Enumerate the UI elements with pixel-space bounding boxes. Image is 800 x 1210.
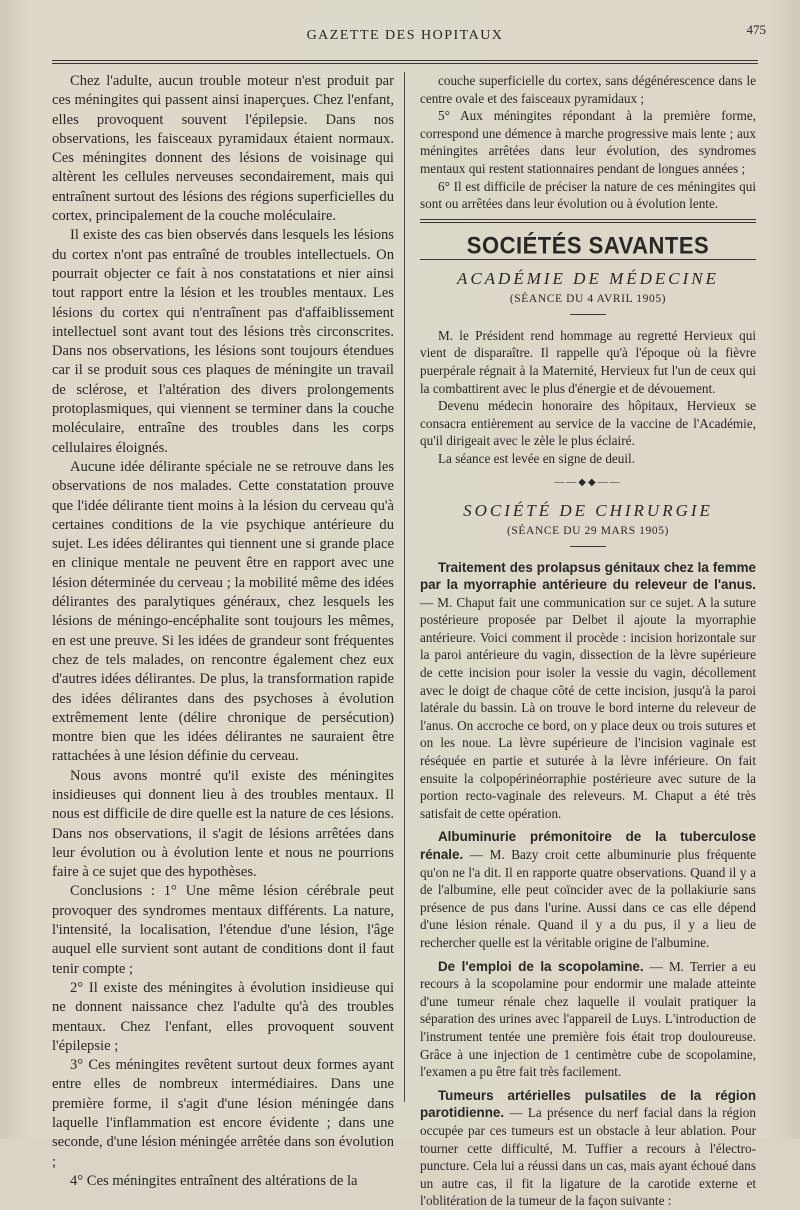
item-heading: Tumeurs artérielles pulsatiles de la région parotidienne. (420, 1087, 756, 1121)
chirurgie-item (420, 559, 756, 823)
item-body: — La présence du nerf facial dans la région occupée par ces tumeurs est un obstacle à leur ablation. Pour tourner cette difficulté, M. Tuffier a recours à l'électro-puncture. Cela lui a réussi dans un cas, mais ayant échoué dans un autre cas, il fit la ligature de la carotide externe et l'oblitération de la tumeur de la façon suivante : (420, 1105, 756, 1209)
right-paragraph: 6° Il est difficile de préciser la nature de ces méningites qui sont ou arrêtées dans leur évolution ou à évolution lente. (420, 178, 756, 212)
page-number: 475 (746, 22, 766, 37)
academie-paragraph: Devenu médecin honoraire des hôpitaux, Hervieux se consacra entièrement au service de la vaccine de l'Académie, qu'il dirigeait avec le zèle le plus éclairé. (420, 398, 756, 449)
item-body: — M. Chaput fait une communication sur ce sujet. A la suture postérieure proposée par Delbet il ajoute la myorraphie antérieure. Voici comment il procède : incision horizontale sur la paroi antérieure du vagin, dissection de la lèvre supérieure de cette incision pour isoler la vessie du vagin, décollement avec le doigt de chaque côté de cette incision, jusqu'à la paroi latérale du bassin. Là on trouve le bord interne du releveur de l'anus. On accroche ce bord, on y place deux ou trois sutures et on les noue. La lèvre supérieure de l'incision vaginale est réséquée en partie et suturée à la lèvre inférieure. On fait ensuite la colpopérinéorraphie postérieure avec suture de la portion recto-vaginale des releveurs. M. Chaput a été très satisfait de cette opération. (420, 594, 756, 821)
header-rule-bottom (52, 63, 758, 64)
left-paragraph: 4° Ces méningites entraînent des altérations de la (70, 1172, 358, 1189)
item-heading: Albuminurie prémonitoire de la tuberculose rénale. (420, 829, 756, 862)
item-heading: Traitement des prolapsus génitaux chez la femme par la myorraphie antérieure du releveur de l'anus. (420, 559, 756, 593)
section-rule (420, 219, 756, 223)
short-rule (570, 546, 606, 547)
left-paragraph: Chez l'adulte, aucun trouble moteur n'est produit par ces méningites qui passent ainsi inaperçues. Chez l'enfant, elles provoquent souvent l'épilepsie. Dans nos observations, les faisceaux pyramidaux étaient normaux. Ces méningites donnent des lésions de voisinage qui altèrent les cellules nerveuses secondairement, mais qui entraînent surtout des lésions des régions superficielles du cortex, principalement de la couche moléculaire. (52, 73, 394, 225)
item-heading: De l'emploi de la scopolamine. (438, 958, 644, 974)
right-paragraph: 5° Aux méningites répondant à la première forme, correspond une démence à marche progressive mais lente ; aux méningites arrêtées dans leur évolution, des syndromes mentaux qui restent stationnaires pendant de longues années ; (420, 108, 756, 176)
ornament-divider: ——◆◆—— (554, 476, 622, 488)
left-paragraph: Aucune idée délirante spéciale ne se retrouve dans les observations de nos malades. Cette constatation prouve que l'idée délirante tient moins à la lésion du cerveau qu'à certaines conditions de la vie psychique antérieure du sujet. Les idées délirantes qui tiennent une si grande place en clinique mentale ne peuvent être en rapport avec une lésion déterminée du cerveau ; la mobilité même des idées délirantes des paralytiques généraux, chez lesquels les lésions de méningo-encéphalite sont toujours les mêmes, en est une preuve. Si les idées de grandeur sont fréquentes chez de tels malades, on rencontre également chez eux d'autres idées délirantes. De plus, la transformation rapide des idées délirantes dans des psychoses à évolution extrêmement lente (délire chronique de persécution) montre bien que les idées délirantes ne sauraient être rattachées à une lésion définie du cerveau. (52, 458, 394, 765)
left-column (52, 72, 394, 1191)
left-paragraph: 2° Il existe des méningites à évolution insidieuse qui ne donnent naissance chez l'adulte qu'à des troubles mentaux. Chez l'enfant, elles provoquent souvent l'épilepsie ; (52, 979, 394, 1054)
left-paragraph: Nous avons montré qu'il existe des méningites insidieuses qui donnent lieu à des troubles mentaux. Il nous est difficile de dire quelle est la nature de ces lésions. Dans nos observations, il s'agit de lésions arrêtées dans leur évolution ou à évolution lente et nous ne pourrions faire à ce sujet que des hypothèses. (52, 767, 394, 881)
right-column (420, 72, 756, 1210)
chirurgie-item (420, 958, 756, 1081)
page-header (40, 20, 770, 50)
chirurgie-item (420, 1087, 756, 1210)
journal-title: GAZETTE DES HOPITAUX (306, 28, 504, 43)
left-paragraph: Il existe des cas bien observés dans lesquels les lésions du cortex n'ont pas entraîné de troubles intellectuels. On pourrait objecter ce fait à nos constatations et nier ainsi tout rapport entre la lésion et les troubles mentaux. Les lésions du cortex qui n'entraînent pas d'affaiblissement intellectuel sont avant tout des lésions très circonscrites. Dans nos observations, les lésions sont toujours étendues car il se produit sous ces plaques de méningite un travail de sclérose, et l'altération des divers prolongements protoplasmiques, qui viennent se terminer dans la couche moléculaire, entraîne des troubles dans les corps cellulaires éloignés. (52, 227, 394, 456)
right-paragraph: couche superficielle du cortex, sans dégénérescence dans le centre ovale et des faisceaux pyramidaux ; (420, 73, 756, 106)
academie-paragraph: La séance est levée en signe de deuil. (438, 450, 635, 466)
item-body: — M. Terrier a eu recours à la scopolamine pour endormir une malade atteinte d'une tumeur rénale chez laquelle il voulait pratiquer la séparation des urines avec l'appareil de Luys. L'introduction de l'instrument tentée une première fois était trop douloureuse. Grâce à une injection de 1 centimètre cube de scopolamine, l'examen a pu être fait très facilement. (420, 958, 756, 1080)
chirurgie-item (420, 828, 756, 951)
left-paragraph: Conclusions : 1° Une même lésion cérébrale peut provoquer des syndromes mentaux différents. La nature, l'intensité, la localisation, l'étendue d'une lésion, l'âge auquel elle survient sont autant de conditions dont il faut tenir compte ; (52, 883, 394, 977)
section-title: SOCIÉTÉS SAVANTES (466, 231, 710, 259)
left-paragraph: 3° Ces méningites revêtent surtout deux formes ayant entre elles de nombreux intermédiaires. Dans une première forme, il s'agit d'une lésion méningée dans laquelle l'inflammation est encore évidente ; dans une seconde, d'une lésion méningée arrêtée dans son évolution ; (52, 1057, 394, 1170)
chirurgie-session: (SÉANCE DU 29 MARS 1905) (507, 524, 669, 537)
academie-title: ACADÉMIE DE MÉDECINE (456, 268, 720, 288)
chirurgie-title: SOCIÉTÉ DE CHIRURGIE (463, 500, 713, 520)
academie-session: (SÉANCE DU 4 AVRIL 1905) (509, 292, 667, 305)
header-rule-top (52, 60, 758, 61)
short-rule (570, 314, 606, 315)
column-divider (404, 72, 405, 1102)
academie-paragraph: M. le Président rend hommage au regretté Hervieux qui vient de disparaître. Il rappelle qu'à l'époque où la fièvre puerpérale régnait à la Maternité, Hervieux fut l'un de ceux qui la combattirent avec le plus d'énergie et de dévouement. (420, 327, 756, 396)
item-body: — M. Bazy croit cette albuminurie plus fréquente qu'on ne l'a dit. Il en rapporte quatre observations. Quand il y a de l'albumine, elle peut coïncider avec de la pollakiurie sans présence de pus dans l'urine. Aussi dans ce cas elle dépend d'une lésion rénale. Quand il y a du pus, il y a lieu de rechercher quelle est la véritable origine de l'albumine. (420, 847, 756, 950)
